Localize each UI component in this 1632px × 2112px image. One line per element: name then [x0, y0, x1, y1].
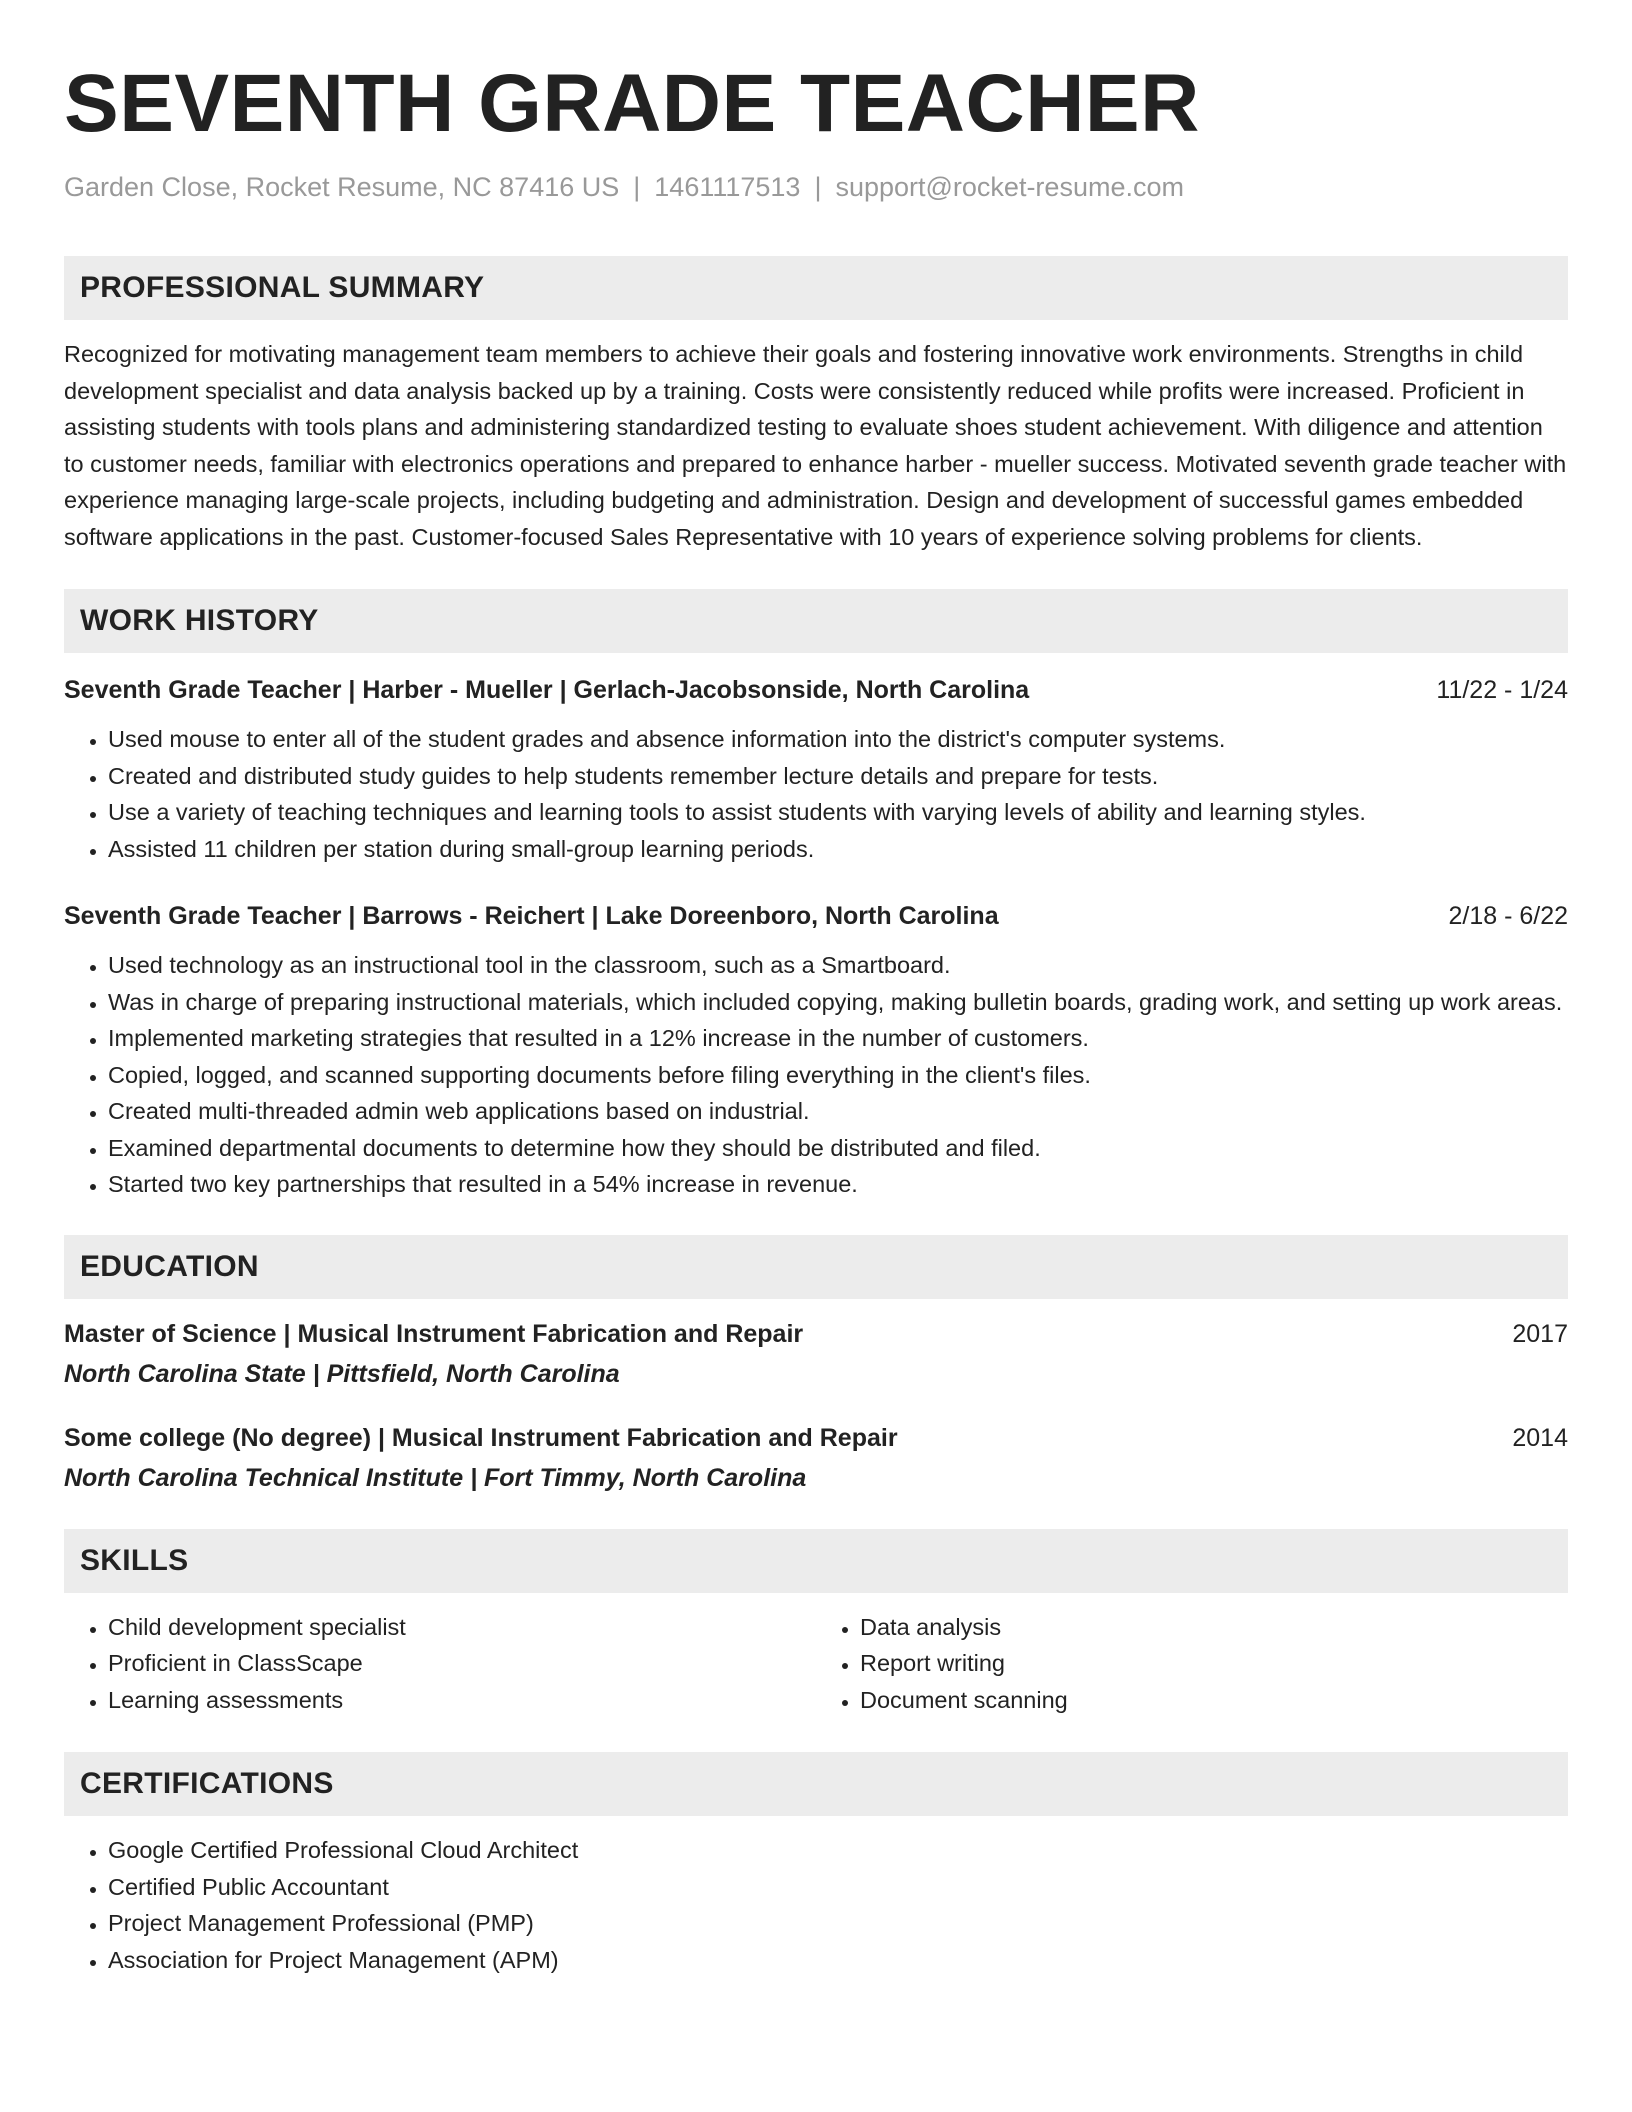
skill-item: • Proficient in ClassScape [108, 1645, 816, 1682]
certification-item: • Association for Project Management (APM) [108, 1942, 1568, 1979]
skills-heading: SKILLS [64, 1529, 1568, 1593]
contact-phone: 1461117513 [654, 172, 801, 202]
work-history-heading: WORK HISTORY [64, 589, 1568, 653]
job-dates: 2/18 - 6/22 [1448, 902, 1568, 930]
job-bullet: • Started two key partnerships that resulted in a 54% increase in revenue. [108, 1166, 1568, 1203]
contact-separator: | [814, 172, 822, 202]
summary-text: Recognized for motivating management team members to achieve their goals and fostering innovative work environments. Strengths in child development specialist and data analysis backed up by a training. Costs were consistently reduced while profits were increased. Proficient in assisting students with tools plans and administering standardized testing to evaluate shoes student achievement. With diligence and attention to customer needs, familiar with electronics operations and prepared to enhance harber - mueller success. Motivated seventh grade teacher with experience managing large-scale projects, including budgeting and administration. Design and development of successful games embedded software applications in the past. Customer-focused Sales Representative with 10 years of experience solving problems for clients. [64, 341, 1567, 550]
candidate-name: SEVENTH GRADE TEACHER [64, 58, 1200, 149]
job-entry [64, 673, 1568, 867]
education-year: 2017 [1512, 1319, 1568, 1348]
education-entry [64, 1421, 1568, 1495]
skills-column-right [816, 1609, 1568, 1719]
job-bullet: • Use a variety of teaching techniques and learning tools to assist students with varying levels of ability and learning styles. [108, 794, 1568, 831]
job-bullet: • Was in charge of preparing instructional materials, which included copying, making bulletin boards, grading work, and setting up work areas. [108, 984, 1568, 1021]
job-bullets [64, 721, 1568, 867]
contact-email: support@rocket-resume.com [835, 172, 1184, 202]
education-heading: EDUCATION [64, 1235, 1568, 1299]
certification-item: • Project Management Professional (PMP) [108, 1905, 1568, 1942]
education-degree: Some college (No degree) | Musical Instrument Fabrication and Repair [64, 1423, 898, 1452]
education-school: North Carolina Technical Institute | Fort Timmy, North Carolina [64, 1463, 807, 1492]
job-bullet: • Used mouse to enter all of the student grades and absence information into the district's computer systems. [108, 721, 1568, 758]
job-bullet: • Copied, logged, and scanned supporting documents before filing everything in the client's files. [108, 1057, 1568, 1094]
job-header [64, 673, 1568, 707]
job-entry [64, 899, 1568, 1203]
job-header [64, 899, 1568, 933]
education-header [64, 1421, 1568, 1455]
job-bullet: • Assisted 11 children per station during small-group learning periods. [108, 831, 1568, 868]
job-bullets [64, 947, 1568, 1203]
contact-line [64, 170, 1568, 204]
skill-item: • Report writing [860, 1645, 1568, 1682]
job-bullet: • Implemented marketing strategies that resulted in a 12% increase in the number of customers. [108, 1020, 1568, 1057]
summary-heading: PROFESSIONAL SUMMARY [64, 256, 1568, 320]
skills-column-left [64, 1609, 816, 1719]
job-dates: 11/22 - 1/24 [1436, 676, 1568, 704]
job-title: Seventh Grade Teacher | Barrows - Reichert | Lake Doreenboro, North Carolina [64, 902, 999, 930]
job-bullet: • Created multi-threaded admin web applications based on industrial. [108, 1093, 1568, 1130]
education-degree: Master of Science | Musical Instrument Fabrication and Repair [64, 1319, 804, 1348]
education-school: North Carolina State | Pittsfield, North Carolina [64, 1359, 620, 1388]
certifications-list [64, 1832, 1568, 1978]
skills-grid [64, 1609, 1568, 1719]
skill-item: • Document scanning [860, 1682, 1568, 1719]
education-entry [64, 1317, 1568, 1391]
job-bullet: • Used technology as an instructional tool in the classroom, such as a Smartboard. [108, 947, 1568, 984]
education-year: 2014 [1512, 1423, 1568, 1452]
certifications-heading: CERTIFICATIONS [64, 1752, 1568, 1816]
certification-item: • Certified Public Accountant [108, 1869, 1568, 1906]
job-bullet: • Examined departmental documents to determine how they should be distributed and filed. [108, 1130, 1568, 1167]
skill-item: • Child development specialist [108, 1609, 816, 1646]
skill-item: • Data analysis [860, 1609, 1568, 1646]
contact-address: Garden Close, Rocket Resume, NC 87416 US [64, 172, 620, 202]
certification-item: • Google Certified Professional Cloud Architect [108, 1832, 1568, 1869]
job-bullet: • Created and distributed study guides to help students remember lecture details and prepare for tests. [108, 758, 1568, 795]
contact-separator: | [633, 172, 641, 202]
job-title: Seventh Grade Teacher | Harber - Mueller | Gerlach-Jacobsonside, North Carolina [64, 676, 1030, 704]
education-header [64, 1317, 1568, 1351]
skill-item: • Learning assessments [108, 1682, 816, 1719]
